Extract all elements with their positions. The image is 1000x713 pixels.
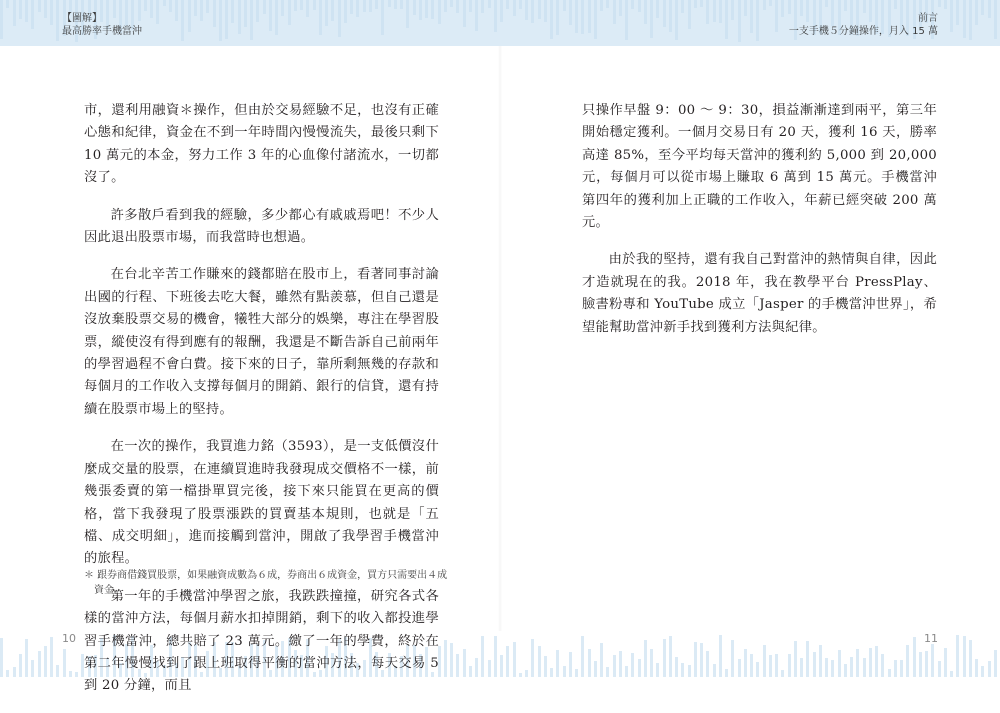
decor-bar — [238, 0, 241, 34]
decor-bar — [625, 666, 628, 677]
decor-bar — [713, 0, 716, 22]
decor-bar — [356, 0, 359, 17]
decor-bar — [606, 667, 609, 677]
decor-bar — [663, 0, 666, 27]
decor-bar — [744, 0, 747, 16]
decor-bar — [525, 0, 528, 20]
running-header-left — [62, 12, 142, 38]
decor-bar — [513, 0, 516, 16]
decor-bar — [381, 0, 384, 35]
decor-bar — [13, 667, 16, 677]
decor-bar — [6, 0, 9, 8]
decor-bar — [456, 0, 459, 13]
decor-bar — [544, 0, 547, 22]
decor-bar — [75, 672, 78, 677]
decor-bar — [313, 0, 316, 10]
decor-bar — [344, 0, 347, 23]
decor-bar — [438, 0, 441, 24]
decor-bar — [500, 655, 503, 677]
paragraph: 許多散戶看到我的經驗，多少都心有戚戚焉吧！不少人因此退出股票市場，而我當時也想過。 — [84, 207, 439, 246]
decor-bar — [981, 666, 984, 677]
decor-bar — [925, 651, 928, 677]
decor-bar — [900, 660, 903, 677]
decor-bar — [513, 642, 516, 677]
decor-bar — [825, 0, 828, 7]
decor-bar — [619, 651, 622, 677]
decor-bar — [888, 669, 891, 677]
decor-bar — [338, 0, 341, 37]
decor-bar — [281, 0, 284, 16]
decor-bar — [644, 0, 647, 24]
decor-bar — [894, 660, 897, 677]
decor-bar — [631, 0, 634, 9]
decor-bar — [894, 0, 897, 9]
decor-bar — [963, 636, 966, 677]
decor-bar — [769, 655, 772, 677]
running-header-right — [789, 12, 938, 38]
decor-bar — [475, 658, 478, 677]
decor-bar — [956, 0, 959, 25]
book-title: 最高勝率手機當沖 — [62, 26, 142, 37]
footnote: ＊ 跟券商借錢買股票，如果融資成數為６成，券商出６成資金，買方只需要出４成資金。 — [84, 570, 448, 596]
decor-bar — [494, 636, 497, 677]
decor-bar — [244, 0, 247, 27]
decor-bar — [569, 652, 572, 677]
decor-bar — [819, 645, 822, 677]
decor-bar — [200, 0, 203, 21]
decor-bar — [744, 649, 747, 677]
decor-bar — [375, 0, 378, 9]
decor-bar — [681, 0, 684, 13]
decor-bar — [856, 649, 859, 677]
decor-bar — [675, 0, 678, 40]
decor-bar — [181, 0, 184, 41]
decor-bar — [613, 655, 616, 677]
decor-bar — [38, 651, 41, 677]
decor-bar — [13, 0, 16, 26]
decor-bar — [19, 0, 22, 19]
decor-bar — [538, 0, 541, 19]
decor-bar — [944, 648, 947, 677]
decor-bar — [300, 0, 303, 10]
decor-bar — [163, 0, 166, 6]
decor-bar — [756, 662, 759, 677]
decor-bar — [38, 0, 41, 12]
decor-bar — [394, 0, 397, 9]
page-number-left: 10 — [62, 632, 76, 645]
decor-bar — [69, 0, 72, 12]
decor-bar — [613, 0, 616, 24]
decor-bar — [563, 0, 566, 11]
decor-bar — [31, 660, 34, 677]
decor-bar — [475, 0, 478, 31]
decor-bar — [294, 0, 297, 11]
decor-bar — [25, 639, 28, 677]
decor-bar — [563, 666, 566, 677]
decor-bar — [994, 0, 997, 39]
decor-bar — [838, 650, 841, 677]
decor-bar — [775, 654, 778, 677]
decor-bar — [706, 651, 709, 677]
decor-bar — [519, 0, 522, 9]
decor-bar — [544, 656, 547, 677]
decor-bar — [863, 658, 866, 677]
decor-bar — [594, 661, 597, 677]
decor-bar — [369, 0, 372, 12]
decor-bar — [288, 0, 291, 25]
decor-bar — [188, 0, 191, 32]
decor-bar — [969, 0, 972, 40]
decor-bar — [194, 0, 197, 16]
decor-bar — [938, 0, 941, 7]
decor-bar — [750, 0, 753, 33]
decor-bar — [69, 671, 72, 677]
page-number-right: 11 — [924, 632, 938, 645]
decor-bar — [256, 0, 259, 22]
decor-bar — [0, 638, 3, 677]
decor-bar — [538, 646, 541, 677]
decor-bar — [656, 0, 659, 18]
decor-bar — [850, 657, 853, 677]
book-series-label: 【圖解】 — [62, 13, 102, 24]
decor-bar — [469, 0, 472, 12]
decor-bar — [306, 0, 309, 17]
decor-bar — [213, 0, 216, 27]
decor-bar — [588, 0, 591, 33]
decor-bar — [719, 0, 722, 23]
decor-bar — [706, 0, 709, 24]
decor-bar — [731, 640, 734, 677]
decor-bar — [975, 0, 978, 25]
decor-bar — [331, 0, 334, 21]
decor-bar — [688, 665, 691, 677]
decor-bar — [813, 652, 816, 677]
decor-bar — [788, 654, 791, 677]
decor-bar — [975, 659, 978, 677]
decor-bar — [406, 0, 409, 28]
decor-bar — [675, 657, 678, 677]
decor-bar — [906, 645, 909, 677]
decor-bar — [656, 663, 659, 677]
decor-bar — [450, 0, 453, 7]
decor-bar — [56, 0, 59, 41]
decor-bar — [481, 636, 484, 677]
decor-bar — [969, 640, 972, 677]
chapter-title: 一支手機５分鐘操作，月入 15 萬 — [788, 26, 938, 37]
decor-bar — [506, 646, 509, 677]
decor-bar — [669, 0, 672, 32]
decor-bar — [931, 644, 934, 677]
decor-bar — [700, 0, 703, 7]
decor-bar — [844, 0, 847, 11]
decor-bar — [144, 0, 147, 11]
decor-bar — [950, 671, 953, 677]
decor-bar — [669, 636, 672, 677]
decor-bar — [806, 641, 809, 677]
decor-bar — [150, 0, 153, 18]
decor-bar — [644, 640, 647, 677]
decor-bar — [619, 0, 622, 16]
decor-bar — [956, 635, 959, 677]
decor-bar — [681, 663, 684, 677]
decor-bar — [869, 648, 872, 677]
decor-bar — [556, 650, 559, 677]
decor-bar — [463, 0, 466, 27]
decor-bar — [431, 0, 434, 19]
decor-bar — [763, 0, 766, 10]
decor-bar — [325, 0, 328, 26]
decor-bar — [488, 0, 491, 8]
decor-bar — [988, 0, 991, 18]
decor-bar — [419, 0, 422, 20]
decor-bar — [663, 639, 666, 677]
decor-bar — [638, 0, 641, 12]
decor-bar — [575, 669, 578, 677]
decor-bar — [963, 0, 966, 38]
right-page-body — [582, 100, 937, 354]
decor-bar — [206, 0, 209, 13]
decor-bar — [269, 0, 272, 31]
decor-bar — [738, 659, 741, 677]
decor-bar — [425, 0, 428, 18]
decor-bar — [731, 0, 734, 20]
decor-bar — [725, 669, 728, 677]
decor-bar — [231, 0, 234, 23]
decor-bar — [263, 0, 266, 14]
decor-bar — [156, 0, 159, 24]
decor-bar — [350, 0, 353, 14]
decor-bar — [519, 673, 522, 677]
decor-bar — [275, 0, 278, 35]
decor-bar — [719, 635, 722, 677]
decor-bar — [800, 658, 803, 677]
paragraph: 第一年的手機當沖學習之旅，我跌跌撞撞，研究各式各樣的當沖方法，每個月薪水扣掉開銷，剩下的收入都投進學習手機當沖，總共賠了 23 萬元。繳了一年的學費，終於在第二年慢慢找到了跟上班取得平衡的當沖方法，每天交易 5 到 20 分鐘，而且 — [84, 588, 439, 694]
decor-bar — [769, 0, 772, 6]
decor-bar — [550, 0, 553, 39]
decor-bar — [413, 0, 416, 15]
decor-bar — [831, 660, 834, 677]
chapter-label: 前言 — [918, 13, 938, 24]
decor-bar — [988, 661, 991, 677]
decor-bar — [225, 0, 228, 39]
decor-bar — [531, 639, 534, 677]
decor-bar — [525, 670, 528, 677]
decor-bar — [844, 664, 847, 677]
decor-bar — [650, 649, 653, 677]
decor-bar — [700, 643, 703, 677]
decor-bar — [581, 636, 584, 677]
decor-bar — [44, 646, 47, 677]
decor-bar — [363, 0, 366, 12]
decor-bar — [444, 0, 447, 12]
decor-bar — [63, 649, 66, 677]
decor-bar — [775, 0, 778, 32]
decor-bar — [600, 643, 603, 677]
decor-bar — [794, 641, 797, 677]
decor-bar — [450, 643, 453, 677]
decor-bar — [444, 640, 447, 677]
decor-bar — [388, 0, 391, 7]
decor-bar — [763, 645, 766, 677]
decor-bar — [481, 0, 484, 13]
decor-bar — [581, 0, 584, 34]
paragraph: 只操作早盤 9：00 ～ 9：30，損益漸漸達到兩平，第三年開始穩定獲利。一個月交易日有 20 天，獲利 16 天，勝率高達 85%，至今平均每天當沖的獲利約 5,000 到 20,000 元，每個月可以從市場上賺取 6 萬到 15 萬元。手機當沖第四年的獲利加上正職的工作收入，年薪已經突破 200 萬元。 — [582, 103, 937, 231]
decor-bar — [25, 0, 28, 22]
decor-bar — [600, 0, 603, 11]
decor-bar — [6, 670, 9, 677]
decor-bar — [488, 660, 491, 677]
paragraph: 市，還利用融資＊操作，但由於交易經驗不足，也沒有正確心態和紀律，資金在不到一年時間內慢慢流失，最後只剩下 10 萬元的本金，努力工作 3 年的心血像付諸流水，一切都沒了。 — [84, 103, 439, 186]
decor-bar — [713, 664, 716, 677]
decor-bar — [944, 0, 947, 9]
decor-bar — [319, 0, 322, 35]
decor-bar — [781, 0, 784, 17]
decor-bar — [913, 637, 916, 677]
decor-bar — [56, 665, 59, 677]
decor-bar — [919, 652, 922, 677]
left-page-body — [84, 100, 439, 713]
decor-bar — [981, 0, 984, 15]
decor-bar — [463, 649, 466, 677]
decor-bar — [250, 0, 253, 40]
decor-bar — [569, 0, 572, 25]
decor-bar — [606, 0, 609, 8]
decor-bar — [588, 649, 591, 677]
decor-bar — [594, 0, 597, 39]
decor-bar — [781, 670, 784, 677]
decor-bar — [400, 0, 403, 9]
decor-bar — [738, 0, 741, 42]
book-gutter — [498, 46, 502, 631]
decor-bar — [531, 0, 534, 23]
decor-bar — [0, 0, 3, 39]
decor-bar — [750, 654, 753, 677]
decor-bar — [456, 654, 459, 677]
decor-bar — [500, 0, 503, 22]
decor-bar — [469, 666, 472, 677]
paragraph: 在台北辛苦工作賺來的錢都賠在股市上，看著同事討論出國的行程、下班後去吃大餐，雖然有點羨慕，但自己還是沒放棄股票交易的機會，犧牲大部分的娛樂，專注在學習股票，縱使沒有得到應有的報酬，我還是不斷告訴自己前兩年的學習過程不會白費。接下來的日子，靠所剩無幾的存款和每個月的工作收入支撐每個月的開銷、銀行的信貸，還有持續在股票市場上的堅持。 — [84, 267, 439, 417]
decor-bar — [881, 654, 884, 677]
decor-bar — [756, 0, 759, 41]
decor-bar — [825, 658, 828, 677]
decor-bar — [44, 0, 47, 18]
decor-bar — [650, 0, 653, 38]
decor-bar — [50, 0, 53, 25]
decor-bar — [219, 0, 222, 41]
decor-bar — [950, 0, 953, 32]
paragraph: 在一次的操作，我買進力銘（3593），是一支低價沒什麼成交量的股票，在連續買進時我發現成交價格不一樣，前幾張委賣的第一檔掛單買完後，接下來只能買在更高的價格，當下我發現了股票漲跌的買賣基本規則，也就是「五檔、成交明細」，進而接觸到當沖，開啟了我學習手機當沖的旅程。 — [84, 439, 439, 567]
decor-bar — [694, 642, 697, 677]
decor-bar — [19, 654, 22, 677]
decor-bar — [169, 0, 172, 12]
decor-bar — [875, 646, 878, 677]
decor-bar — [175, 0, 178, 21]
decor-bar — [506, 0, 509, 9]
decor-bar — [638, 659, 641, 677]
decor-bar — [625, 0, 628, 40]
decor-bar — [494, 0, 497, 32]
decor-bar — [31, 0, 34, 29]
decor-bar — [688, 0, 691, 29]
paragraph: 由於我的堅持，還有我自己對當沖的熱情與自律，因此才造就現在的我。2018 年，我在教學平台 PressPlay、臉書粉專和 YouTube 成立「Jasper 的手機當沖世界」，希望能幫助當沖新手找到獲利方法與紀律。 — [582, 252, 937, 335]
decor-bar — [556, 0, 559, 35]
decor-bar — [50, 637, 53, 677]
decor-bar — [631, 653, 634, 677]
decor-bar — [938, 661, 941, 677]
decor-bar — [725, 0, 728, 39]
decor-bar — [550, 668, 553, 677]
decor-bar — [694, 0, 697, 8]
decor-bar — [575, 0, 578, 33]
decor-bar — [994, 650, 997, 677]
